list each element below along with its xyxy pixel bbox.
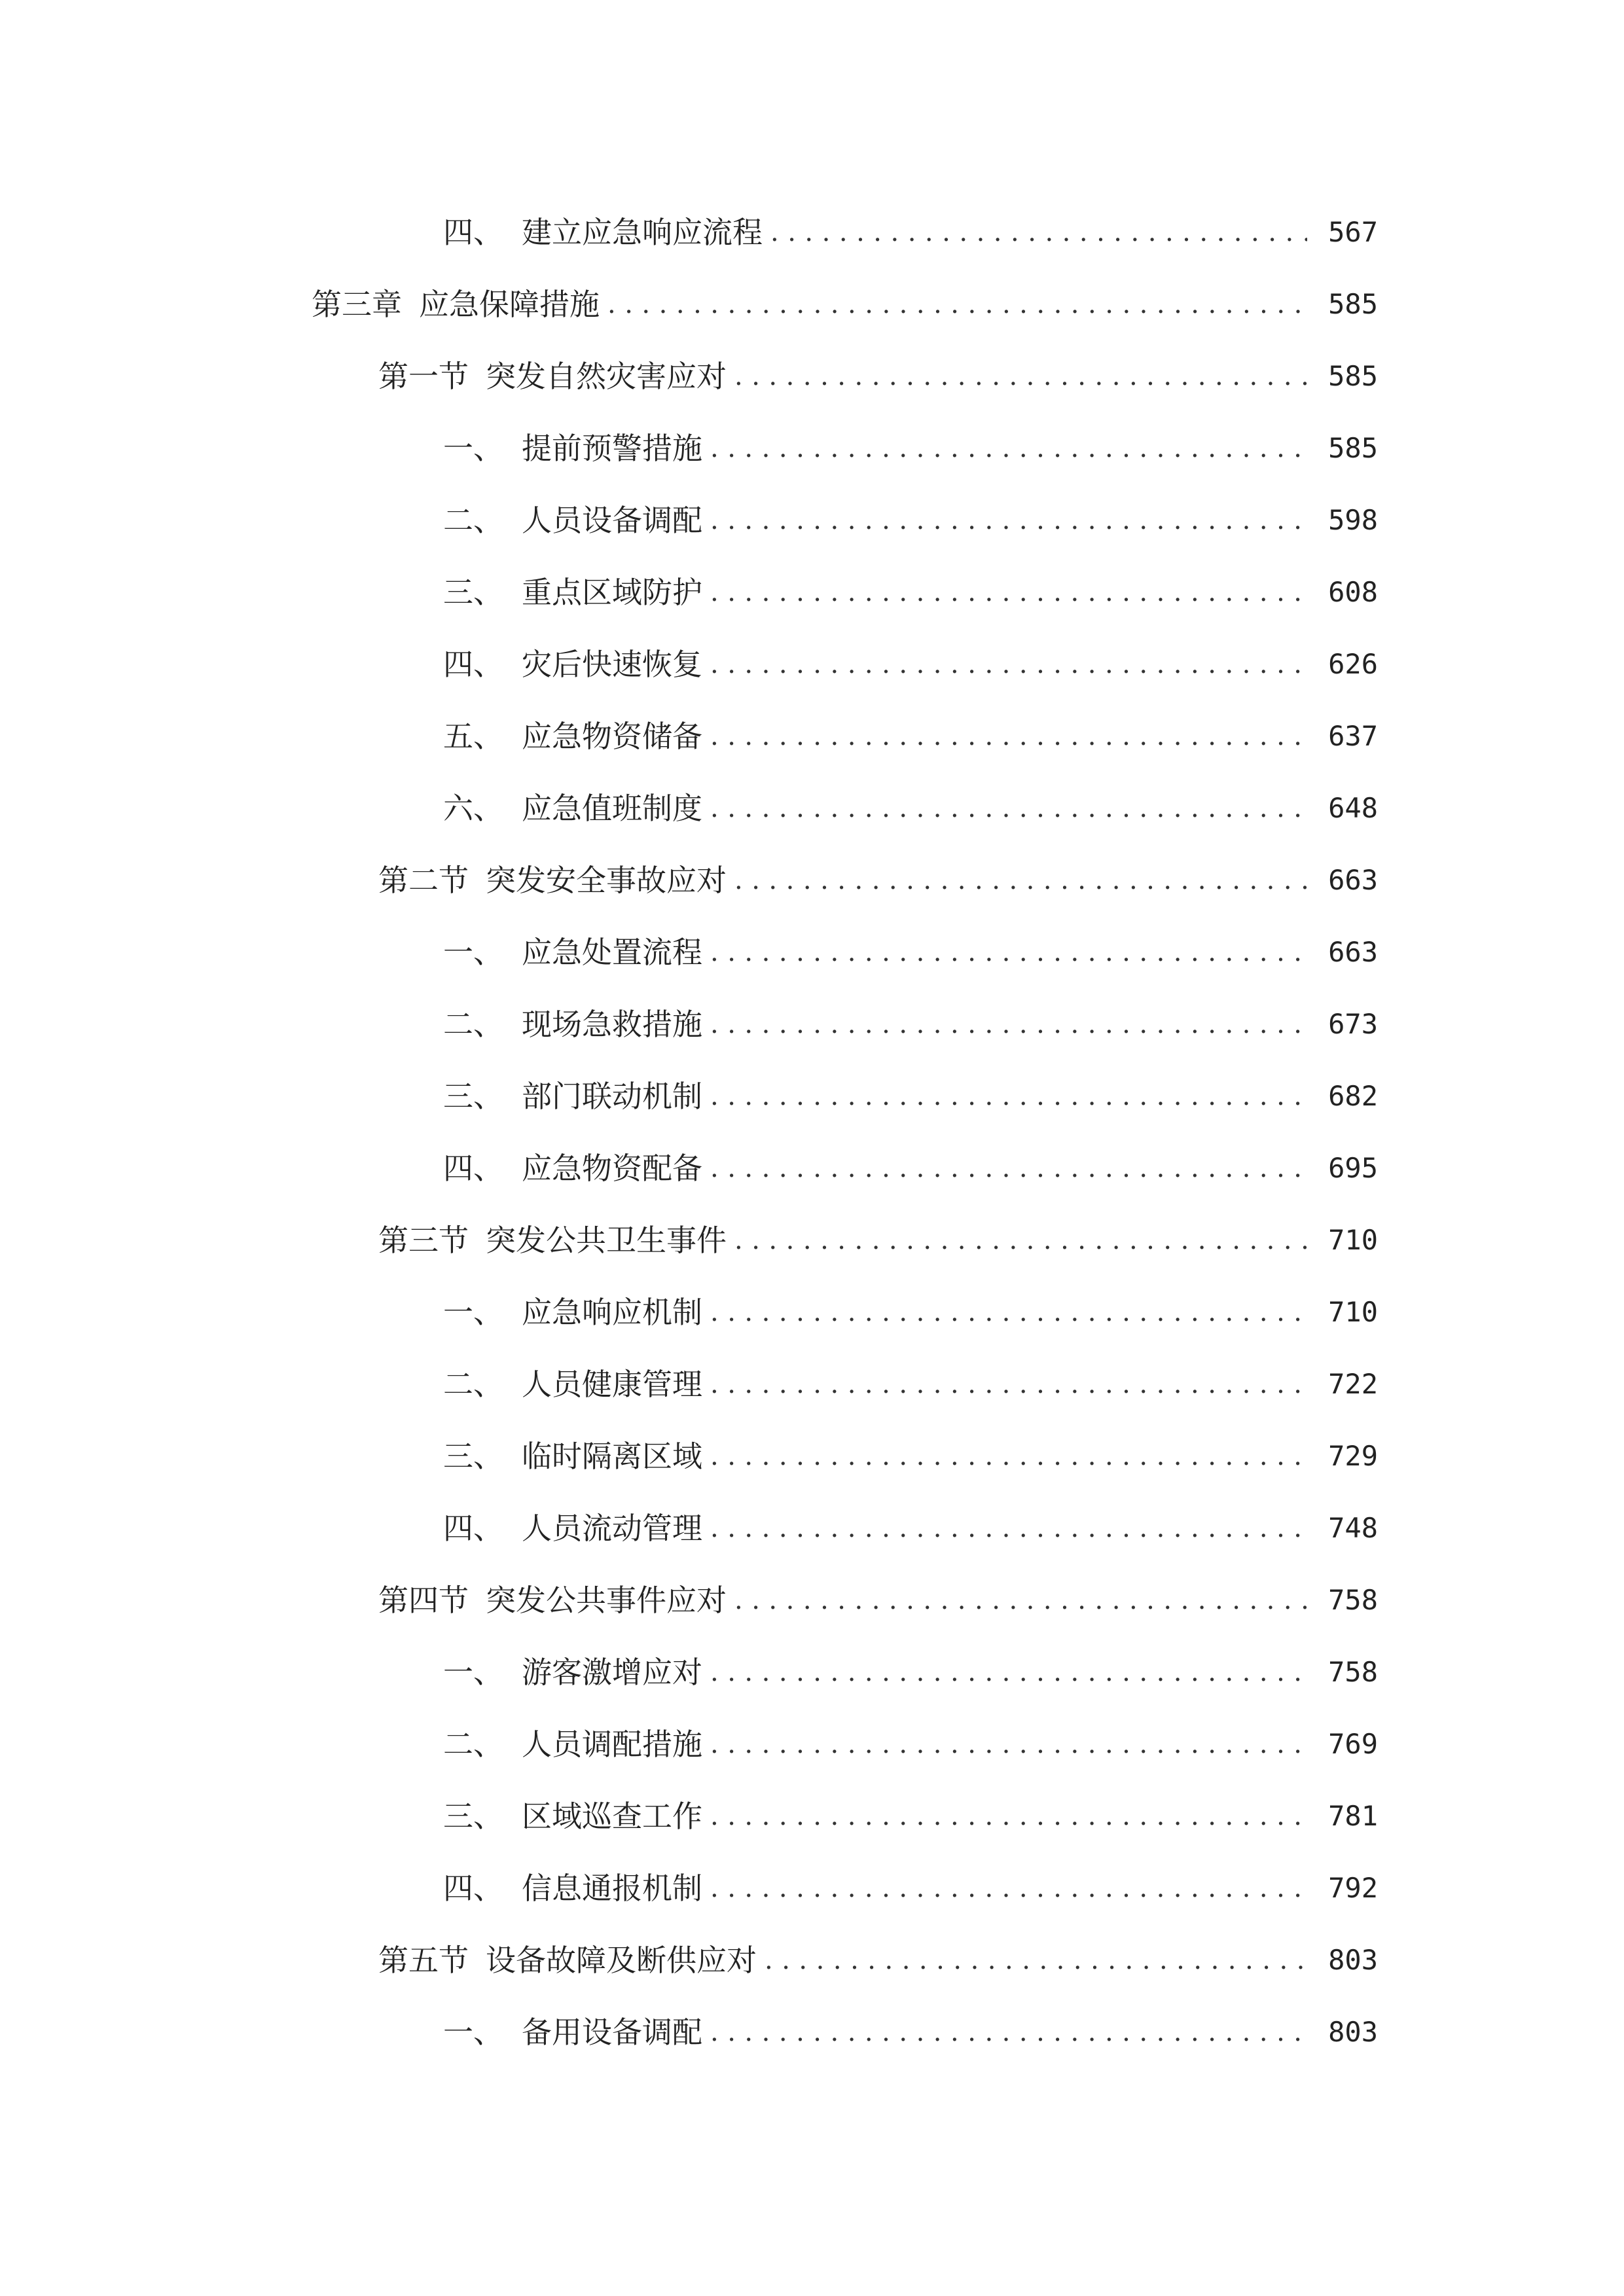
toc-entry-number: 第三节 [378, 1223, 469, 1258]
toc-entry-number: 三、 [443, 1079, 503, 1114]
toc-entry-title: 游客激增应对 [522, 1655, 702, 1690]
toc-entry-number: 二、 [443, 1007, 503, 1042]
toc-entry-title: 设备故障及断供应对 [486, 1943, 757, 1978]
dot-leader [734, 865, 1307, 895]
toc-entry-title: 应急处置流程 [522, 935, 702, 970]
toc-entry-number: 二、 [443, 1367, 503, 1402]
toc-entry-number: 第二节 [378, 863, 469, 898]
toc-entry-number: 第三章 [312, 287, 402, 322]
dot-leader [710, 433, 1307, 463]
toc-entry-page: 608 [1328, 576, 1378, 608]
dot-leader [710, 1153, 1307, 1183]
toc-entry-title: 灾后快速恢复 [522, 647, 702, 682]
dot-leader [710, 937, 1307, 967]
toc-entry-title: 重点区域防护 [522, 575, 702, 610]
dot-leader [607, 289, 1307, 319]
toc-entry-number: 四、 [443, 215, 503, 250]
toc-entry[interactable] [0, 700, 1624, 772]
toc-entry-number: 第四节 [378, 1583, 469, 1618]
dot-leader [710, 1729, 1307, 1759]
dot-leader [710, 1513, 1307, 1543]
dot-leader [710, 1009, 1307, 1039]
toc-entry-title: 应急物资配备 [522, 1151, 702, 1186]
toc-entry-page: 598 [1328, 504, 1378, 536]
dot-leader [710, 1873, 1307, 1903]
toc-entry-page: 769 [1328, 1728, 1378, 1760]
dot-leader [710, 577, 1307, 607]
toc-entry-number: 一、 [443, 1295, 503, 1330]
dot-leader [710, 793, 1307, 823]
toc-entry-title: 应急保障措施 [419, 287, 600, 322]
toc-entry[interactable] [0, 1636, 1624, 1708]
toc-entry[interactable] [0, 196, 1624, 268]
toc-entry-number: 三、 [443, 1799, 503, 1834]
toc-entry-page: 567 [1328, 216, 1378, 248]
toc-entry-title: 突发公共卫生事件 [486, 1223, 727, 1258]
toc-entry-title: 突发自然灾害应对 [486, 359, 727, 394]
toc-entry-number: 四、 [443, 1871, 503, 1906]
toc-entry-title: 现场急救措施 [522, 1007, 702, 1042]
toc-entry[interactable] [0, 268, 1624, 340]
toc-entry-page: 781 [1328, 1800, 1378, 1832]
toc-entry-page: 626 [1328, 648, 1378, 680]
toc-entry-page: 710 [1328, 1296, 1378, 1328]
toc-entry-number: 四、 [443, 647, 503, 682]
dot-leader [710, 1297, 1307, 1327]
toc-entry[interactable] [0, 772, 1624, 844]
toc-entry-title: 应急物资储备 [522, 719, 702, 754]
toc-entry-page: 682 [1328, 1080, 1378, 1112]
toc-entry[interactable] [0, 1060, 1624, 1132]
toc-entry-number: 二、 [443, 503, 503, 538]
toc-entry[interactable] [0, 484, 1624, 556]
toc-entry-title: 应急值班制度 [522, 791, 702, 826]
toc-entry-title: 信息通报机制 [522, 1871, 702, 1906]
dot-leader [770, 217, 1307, 247]
dot-leader [710, 505, 1307, 535]
toc-entry-title: 人员健康管理 [522, 1367, 702, 1402]
toc-entry[interactable] [0, 1924, 1624, 1996]
toc-entry-title: 提前预警措施 [522, 431, 702, 466]
toc-entry-number: 六、 [443, 791, 503, 826]
toc-entry[interactable] [0, 1564, 1624, 1636]
toc-entry-page: 758 [1328, 1584, 1378, 1616]
toc-entry[interactable] [0, 628, 1624, 700]
toc-entry-title: 突发公共事件应对 [486, 1583, 727, 1618]
toc-entry-page: 585 [1328, 432, 1378, 464]
toc-entry-page: 663 [1328, 864, 1378, 896]
dot-leader [734, 1225, 1307, 1255]
toc-entry-page: 748 [1328, 1512, 1378, 1544]
dot-leader [710, 2017, 1307, 2047]
toc-entry-page: 637 [1328, 720, 1378, 752]
toc-entry-page: 663 [1328, 936, 1378, 968]
toc-entry[interactable] [0, 1492, 1624, 1564]
toc-entry[interactable] [0, 412, 1624, 484]
dot-leader [710, 1369, 1307, 1399]
toc-entry-number: 一、 [443, 2015, 503, 2050]
dot-leader [765, 1945, 1307, 1975]
toc-entry-page: 710 [1328, 1224, 1378, 1256]
toc-entry-title: 区域巡查工作 [522, 1799, 702, 1834]
toc-entry-title: 临时隔离区域 [522, 1439, 702, 1474]
toc-entry-number: 一、 [443, 431, 503, 466]
toc-entry-number: 三、 [443, 1439, 503, 1474]
dot-leader [710, 721, 1307, 751]
toc-entry-page: 758 [1328, 1656, 1378, 1688]
toc-entry-page: 792 [1328, 1872, 1378, 1904]
table-of-contents [0, 196, 1624, 2068]
toc-entry-title: 备用设备调配 [522, 2015, 702, 2050]
toc-entry-page: 673 [1328, 1008, 1378, 1040]
toc-entry[interactable] [0, 988, 1624, 1060]
toc-entry-number: 四、 [443, 1151, 503, 1186]
dot-leader [710, 1441, 1307, 1471]
toc-entry-title: 人员流动管理 [522, 1511, 702, 1546]
toc-entry-page: 585 [1328, 360, 1378, 392]
toc-entry[interactable] [0, 556, 1624, 628]
toc-entry-number: 四、 [443, 1511, 503, 1546]
toc-entry[interactable] [0, 1420, 1624, 1492]
toc-entry-page: 803 [1328, 2016, 1378, 2048]
toc-entry[interactable] [0, 1276, 1624, 1348]
toc-entry-page: 722 [1328, 1368, 1378, 1400]
toc-entry-number: 三、 [443, 575, 503, 610]
dot-leader [734, 1585, 1307, 1615]
toc-entry-title: 建立应急响应流程 [522, 215, 763, 250]
dot-leader [710, 1801, 1307, 1831]
toc-entry[interactable] [0, 1780, 1624, 1852]
toc-entry-number: 第一节 [378, 359, 469, 394]
dot-leader [710, 649, 1307, 679]
dot-leader [710, 1081, 1307, 1111]
toc-entry-number: 第五节 [378, 1943, 469, 1978]
toc-entry[interactable] [0, 1708, 1624, 1780]
toc-entry[interactable] [0, 916, 1624, 988]
toc-entry[interactable] [0, 1132, 1624, 1204]
toc-entry[interactable] [0, 1852, 1624, 1924]
toc-entry-page: 729 [1328, 1440, 1378, 1472]
toc-entry-title: 人员调配措施 [522, 1727, 702, 1762]
toc-entry-number: 二、 [443, 1727, 503, 1762]
toc-entry-number: 一、 [443, 935, 503, 970]
toc-entry-page: 803 [1328, 1944, 1378, 1976]
toc-entry[interactable] [0, 1996, 1624, 2068]
toc-entry[interactable] [0, 1204, 1624, 1276]
toc-entry-title: 人员设备调配 [522, 503, 702, 538]
toc-entry-page: 585 [1328, 288, 1378, 320]
dot-leader [734, 361, 1307, 391]
toc-entry-page: 648 [1328, 792, 1378, 824]
toc-entry[interactable] [0, 1348, 1624, 1420]
toc-entry-title: 部门联动机制 [522, 1079, 702, 1114]
toc-entry[interactable] [0, 340, 1624, 412]
toc-entry-title: 突发安全事故应对 [486, 863, 727, 898]
toc-entry-page: 695 [1328, 1152, 1378, 1184]
dot-leader [710, 1657, 1307, 1687]
toc-entry[interactable] [0, 844, 1624, 916]
toc-entry-title: 应急响应机制 [522, 1295, 702, 1330]
toc-entry-number: 五、 [443, 719, 503, 754]
toc-entry-number: 一、 [443, 1655, 503, 1690]
